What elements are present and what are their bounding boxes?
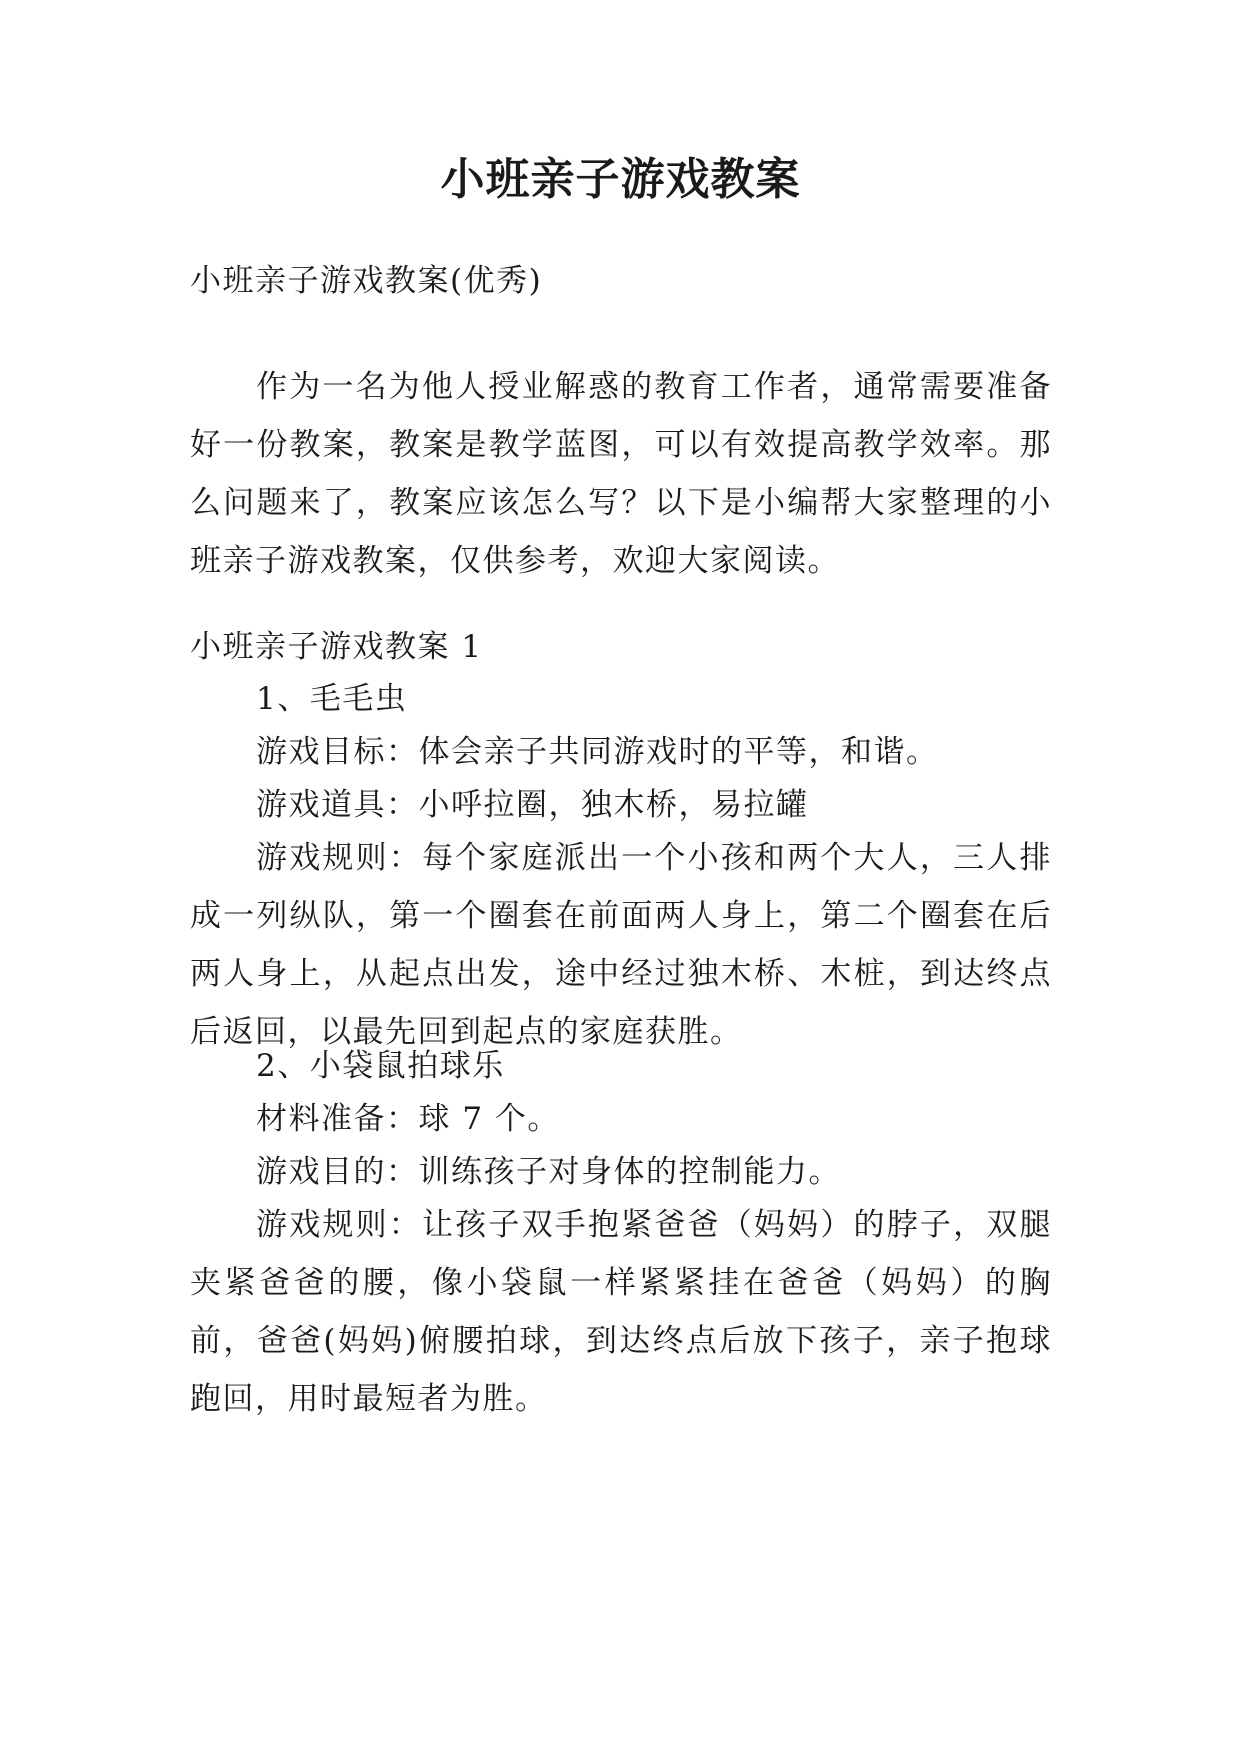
game1-props: 游戏道具：小呼拉圈，独木桥，易拉罐 [256, 787, 809, 823]
game1-goal: 游戏目标：体会亲子共同游戏时的平等，和谐。 [256, 734, 939, 770]
game2-materials: 材料准备：球 7 个。 [256, 1101, 560, 1137]
game1-rules: 游戏规则：每个家庭派出一个小孩和两个大人，三人排成一列纵队，第一个圈套在前面两人身上，第二个圈套在后两人身上，从起点出发，途中经过独木桥、木桩，到达终点后返回，以最先回到起点的家庭获胜。 [190, 840, 1052, 1050]
section-heading: 小班亲子游戏教案 1 [190, 629, 483, 665]
game2-name: 2、小袋鼠拍球乐 [256, 1048, 505, 1084]
page-title: 小班亲子游戏教案 [440, 154, 801, 205]
document-subtitle: 小班亲子游戏教案(优秀) [190, 263, 543, 299]
game2-rules: 游戏规则：让孩子双手抱紧爸爸（妈妈）的脖子，双腿夹紧爸爸的腰，像小袋鼠一样紧紧挂在爸爸（妈妈）的胸前，爸爸(妈妈)俯腰拍球，到达终点后放下孩子，亲子抱球跑回，用时最短者为胜。 [190, 1207, 1052, 1417]
intro-paragraph: 作为一名为他人授业解惑的教育工作者，通常需要准备好一份教案，教案是教学蓝图，可以有效提高教学效率。那么问题来了，教案应该怎么写？以下是小编帮大家整理的小班亲子游戏教案，仅供参考，欢迎大家阅读。 [190, 369, 1052, 579]
game1-name: 1、毛毛虫 [256, 681, 408, 717]
game2-purpose: 游戏目的：训练孩子对身体的控制能力。 [256, 1154, 841, 1190]
